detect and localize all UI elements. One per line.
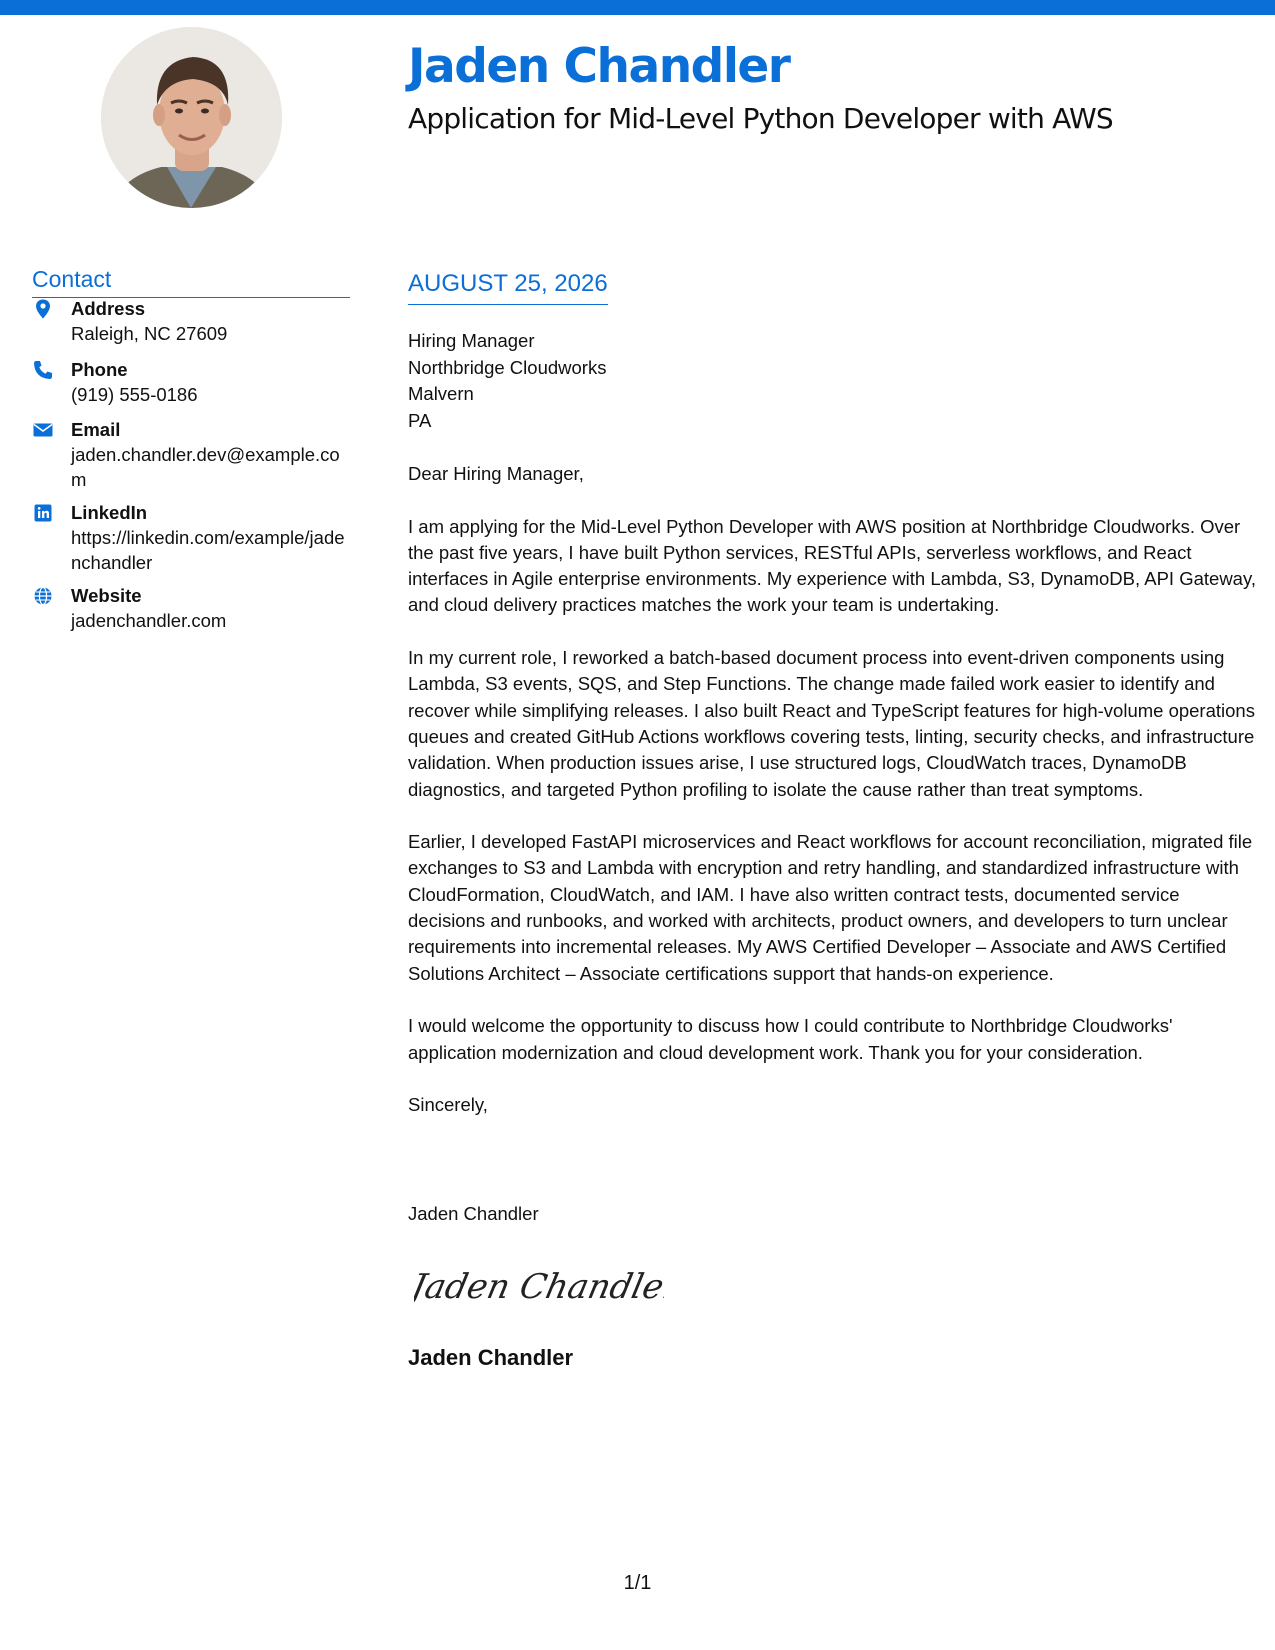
contact-heading: Contact [32, 266, 350, 298]
recipient-line: Malvern [408, 383, 474, 404]
contact-label: Phone [71, 359, 128, 380]
phone-icon [32, 359, 54, 381]
body-paragraph: In my current role, I reworked a batch-based document process into event-driven components using Lambda, S3 events, SQS, and Step Functions. The change made failed work easier to identify and recover while simplifying releases. I also built React and TypeScript features for high-volume operations queues and created GitHub Actions workflows covering tests, linting, security checks, and infrastructure validation. When production issues arise, I use structured logs, CloudWatch traces, DynamoDB diagnostics, and targeted Python profiling to isolate the cause rather than treat symptoms. [408, 647, 1255, 800]
body-paragraph: I would welcome the opportunity to discuss how I could contribute to Northbridge Cloudworks' application modernization and cloud development work. Thank you for your consideration. [408, 1015, 1173, 1063]
contact-value: (919) 555-0186 [71, 384, 198, 405]
avatar [101, 27, 282, 208]
letter-body [408, 461, 1258, 1145]
body-paragraph: Earlier, I developed FastAPI microservices and React workflows for account reconciliation, migrated file exchanges to S3 and Lambda with encryption and retry handling, and standardized infrastructure with CloudFormation, CloudWatch, and IAM. I have also written contract tests, documented service decisions and runbooks, and worked with architects, product owners, and developers to turn unclear requirements into incremental releases. My AWS Certified Developer – Associate and AWS Certified Solutions Architect – Associate certifications support that hands-on experience. [408, 831, 1253, 984]
body-paragraph: I am applying for the Mid-Level Python Developer with AWS position at Northbridge Cloudworks. Over the past five years, I have built Python services, RESTful APIs, serverless workflows, and React interfaces in Agile enterprise environments. My experience with Lambda, S3, DynamoDB, API Gateway, and cloud delivery practices matches the work your team is undertaking. [408, 515, 1256, 616]
applicant-name: Jaden Chandler [408, 39, 790, 94]
contact-value: Raleigh, NC 27609 [71, 323, 228, 344]
globe-icon [32, 585, 54, 607]
contact-value[interactable]: jadenchandler.com [71, 610, 227, 631]
letter-date: AUGUST 25, 2026 [408, 270, 608, 305]
recipient-line: Hiring Manager [408, 330, 535, 351]
contact-label: Email [71, 419, 121, 440]
salutation: Dear Hiring Manager, [408, 463, 584, 484]
top-accent-bar [0, 0, 1275, 15]
recipient-block [408, 328, 606, 434]
contact-label: Website [71, 585, 142, 606]
contact-label: LinkedIn [71, 502, 148, 523]
closing: Sincerely, [408, 1094, 488, 1116]
map-pin-icon [32, 298, 54, 320]
envelope-icon [32, 419, 54, 441]
contact-label: Address [71, 298, 146, 319]
signature-image [414, 1258, 664, 1323]
signer-name: Jaden Chandler [408, 1345, 574, 1370]
signature-text: Jaden Chandler [414, 1267, 664, 1307]
contact-value[interactable]: jaden.chandler.dev@example.com [71, 444, 340, 490]
contact-value[interactable]: https://linkedin.com/example/jadenchandler [71, 527, 345, 573]
application-subtitle: Application for Mid-Level Python Developer with AWS [408, 102, 1113, 135]
typed-name: Jaden Chandler [408, 1203, 539, 1224]
page-number: 1/1 [623, 1572, 652, 1594]
recipient-line: PA [408, 409, 432, 431]
recipient-line: Northbridge Cloudworks [408, 356, 607, 378]
linkedin-icon [32, 502, 54, 524]
